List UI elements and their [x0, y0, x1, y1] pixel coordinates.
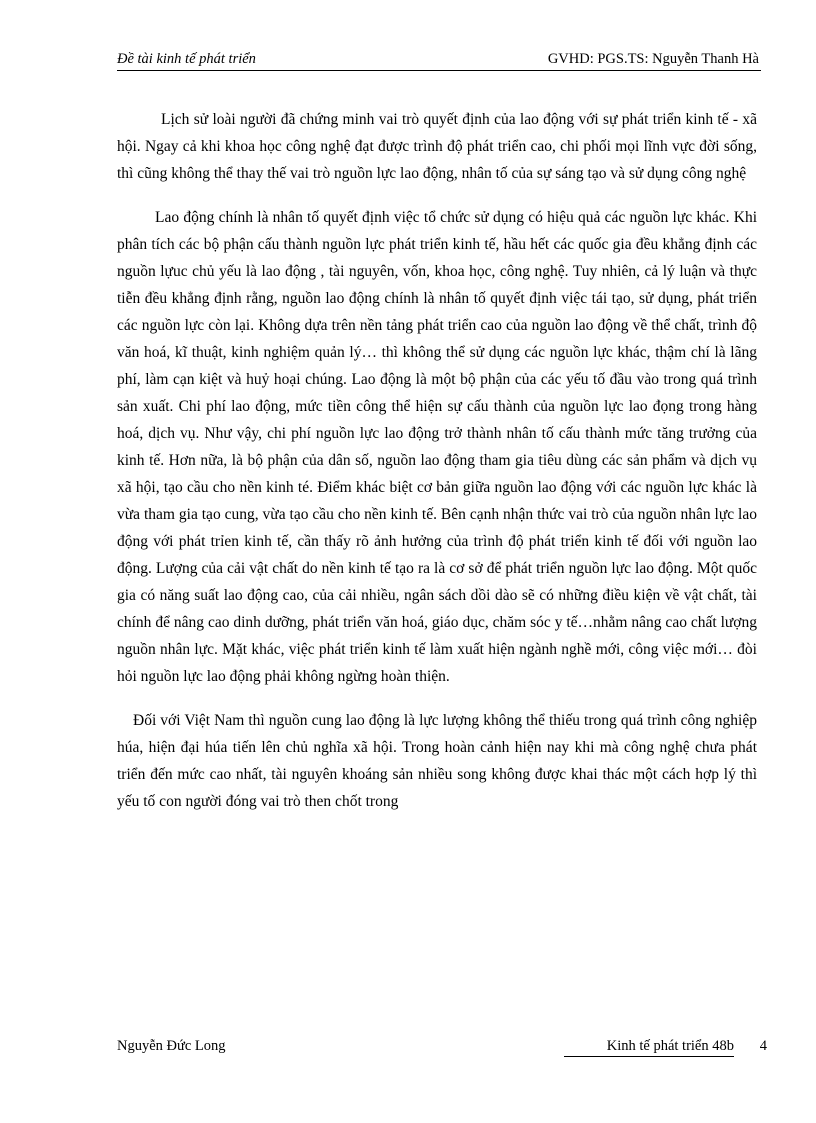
page-footer — [117, 1028, 777, 1058]
page-header — [117, 50, 761, 71]
paragraph-1: Lịch sử loài người đã chứng minh vai trò quyết định của lao động với sự phát triển kinh tế - xã hội. Ngay cả khi khoa học công nghệ đạt được trình độ phát triển cao, chi phối mọi lĩnh vực đời sống, thì cũng không thể thay thế vai trò nguồn lực lao động, nhân tố của sự sáng tạo và sử dụng công nghệ — [117, 111, 757, 182]
document-body — [117, 106, 757, 815]
footer-course: Kinh tế phát triển 48b — [564, 1038, 734, 1057]
header-topic: Đề tài kinh tế phát triển — [117, 51, 256, 67]
paragraph-2: Lao động chính là nhân tố quyết định việc tổ chức sử dụng có hiệu quả các nguồn lực khác. Khi phân tích các bộ phận cấu thành nguồn lực phát triển kinh tế, hầu hết các quốc gia đều khẳng định các nguồn lựuc chủ yếu là lao động , tài nguyên, vốn, khoa học, công nghệ. Tuy nhiên, cả lý luận và thực tiễn đều khẳng định rằng, nguồn lao động chính là nhân tố quyết định việc tái tạo, sử dụng, phát triển các nguồn lực còn lại. Không dựa trên nền tảng phát triển cao của nguồn lao động về thể chất, trình độ văn hoá, kĩ thuật, kinh nghiệm quản lý… thì không thể sử dụng các nguồn lực khác, thậm chí là lãng phí, làm cạn kiệt và huỷ hoại chúng. Lao động là một bộ phận của các yếu tố đầu vào trong quá trình sản xuất. Chi phí lao động, mức tiền công thể hiện sự cấu thành của nguồn lực lao đọng trong hàng hoá, dịch vụ. Như vậy, chi phí nguồn lực lao động trở thành nhân tố cấu thành mức tăng trưởng của kinh tế. Hơn nữa, là bộ phận của dân số, nguồn lao động tham gia tiêu dùng các sản phẩm và dịch vụ xã hội, tạo cầu cho nền kinh té. Điểm khác biệt cơ bản giữa nguồn lao động với các nguồn lực khác là vừa tham gia tạo cung, vừa tạo cầu cho nền kinh tế. Bên cạnh nhận thức vai trò của nguồn nhân lực lao động với phát trỉen kinh tế, cần thấy rõ ảnh hưởng của trình độ phát triển kinh tế đối với nguồn lao động. Lượng của cải vật chất do nền kinh tế tạo ra là cơ sở để phát triển nguồn lực lao động. Một quốc gia có năng suất lao động cao, của cải nhiều, ngân sách dồi dào sẽ có những điều kiện về vật chất, tài chính để nâng cao dinh dưỡng, phát triển văn hoá, giáo dục, chăm sóc y tế…nhằm nâng cao chất lượng nguồn nhân lực. Mặt khác, việc phát triển kinh tế làm xuất hiện ngành nghề mới, công việc mới… đòi hỏi nguồn lực lao động phải không ngừng hoàn thiện. — [117, 209, 757, 685]
header-advisor: GVHD: PGS.TS: Nguyễn Thanh Hà — [547, 51, 759, 67]
paragraph-3: Đối với Việt Nam thì nguồn cung lao động là lực lượng không thể thiếu trong quá trình công nghiệp húa, hiện đại húa tiến lên chủ nghĩa xã hội. Trong hoàn cảnh hiện nay khi mà công nghệ chưa phát triển đến mức cao nhất, tài nguyên khoáng sản nhiều song không được khai thác một cách hợp lý thì yếu tố con người đóng vai trò then chốt trong — [117, 712, 757, 810]
page-number: 4 — [759, 1038, 767, 1054]
footer-author: Nguyễn Đức Long — [117, 1038, 226, 1054]
